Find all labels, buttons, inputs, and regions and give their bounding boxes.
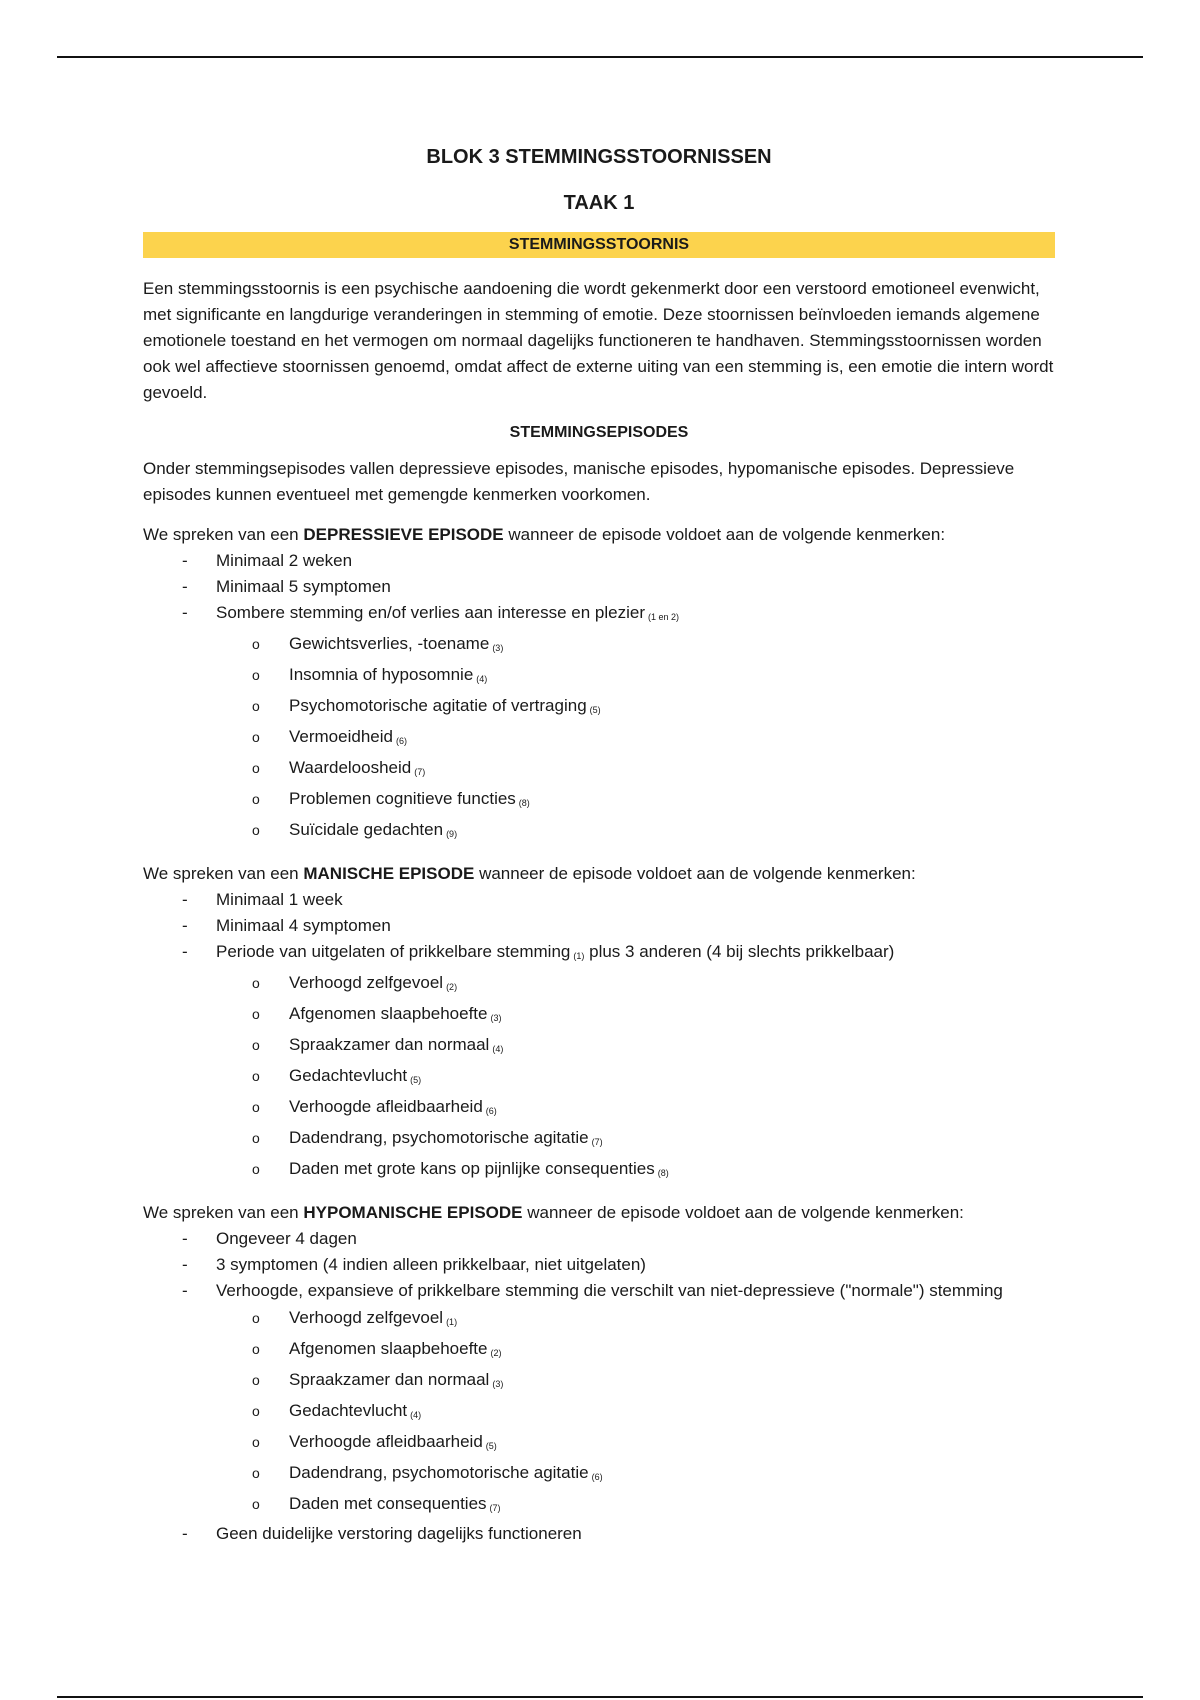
list-item: - Periode van uitgelaten of prikkelbare stemming $_{(1)}$ plus 3 anderen (4 bij slechts prikkelbaar) o Verhoogd zelfgevoel $_{(2)}$ o Afgenomen slaapbehoefte $_{(3)}$ o Spraakzamer dan normaal $_{(4)}$ o Gedachtevlucht $_{(5)}$ o Verhoogde afleidbaarheid $_{(6)}$ o Dadendrang, psychomotorische agitatie $_{(7)}$ o Daden met grote kans op pijnlijke consequenties $_{(8)}$ xyxy=(143,939,1055,1186)
manic-intro: We spreken van een MANISCHE EPISODE wanneer de episode voldoet aan de volgende kenmerken: xyxy=(143,864,916,883)
document-body xyxy=(143,142,1055,1547)
list-item: o Suïcidale gedachten $_{(9)}$ xyxy=(143,817,1055,847)
depressive-name: DEPRESSIEVE EPISODE xyxy=(303,525,504,544)
list-item: o Spraakzamer dan normaal $_{(4)}$ xyxy=(143,1032,1055,1062)
list-item: o Verhoogde afleidbaarheid $_{(5)}$ xyxy=(143,1429,1055,1459)
intro-paragraph: Een stemmingsstoornis is een psychische aandoening die wordt gekenmerkt door een verstoord emotioneel evenwicht, met significante en langdurige veranderingen in stemming of emotie. Deze stoornissen beïnvloeden iemands algemene emotionele toestand en het vermogen om normaal dagelijks functioneren te handhaven. Stemmingsstoornissen worden ook wel affectieve stoornissen genoemd, omdat affect de externe uiting van een stemming is, een emotie die intern wordt gevoeld. xyxy=(143,279,1054,402)
list-item: - Minimaal 2 weken xyxy=(143,548,1055,574)
list-item: o Gewichtsverlies, -toename $_{(3)}$ xyxy=(143,631,1055,661)
header-rule xyxy=(57,56,1143,58)
hypomanic-criteria xyxy=(143,1226,1055,1547)
list-item: - 3 symptomen (4 indien alleen prikkelbaar, niet uitgelaten) xyxy=(143,1252,1055,1278)
list-item: - Verhoogde, expansieve of prikkelbare stemming die verschilt van niet-depressieve ("normale") stemming o Verhoogd zelfgevoel $_{(1)}$ o Afgenomen slaapbehoefte $_{(2)}$ o Spraakzamer dan normaal $_{(3)}$ o Gedachtevlucht $_{(4)}$ o Verhoogde afleidbaarheid $_{(5)}$ o Dadendrang, psychomotorische agitatie $_{(6)}$ o Daden met consequenties $_{(7)}$ xyxy=(143,1278,1055,1521)
depressive-intro: We spreken van een DEPRESSIEVE EPISODE wanneer de episode voldoet aan de volgende kenmerken: xyxy=(143,525,946,544)
hypomanic-symptoms xyxy=(216,1305,1055,1521)
list-item: o Verhoogd zelfgevoel $_{(1)}$ xyxy=(143,1305,1055,1335)
list-item: o Verhoogd zelfgevoel $_{(2)}$ xyxy=(143,970,1055,1000)
list-item: o Verhoogde afleidbaarheid $_{(6)}$ xyxy=(143,1094,1055,1124)
list-item: o Afgenomen slaapbehoefte $_{(2)}$ xyxy=(143,1336,1055,1366)
section-band-heading: STEMMINGSSTOORNIS xyxy=(143,232,1055,258)
manic-criteria xyxy=(143,887,1055,1186)
manic-symptoms xyxy=(216,970,1055,1186)
list-item: o Vermoeidheid $_{(6)}$ xyxy=(143,724,1055,754)
list-item: o Problemen cognitieve functies $_{(8)}$ xyxy=(143,786,1055,816)
list-item: o Psychomotorische agitatie of vertraging $_{(5)}$ xyxy=(143,693,1055,723)
list-item: o Dadendrang, psychomotorische agitatie $_{(6)}$ xyxy=(143,1460,1055,1490)
manic-name: MANISCHE EPISODE xyxy=(303,864,475,883)
depressive-symptoms xyxy=(216,631,1055,847)
list-item: o Daden met consequenties $_{(7)}$ xyxy=(143,1491,1055,1521)
list-item: o Gedachtevlucht $_{(5)}$ xyxy=(143,1063,1055,1093)
list-item: o Waardeloosheid $_{(7)}$ xyxy=(143,755,1055,785)
hypomanic-intro: We spreken van een HYPOMANISCHE EPISODE wanneer de episode voldoet aan de volgende kenmerken: xyxy=(143,1203,964,1222)
document-subtitle: TAAK 1 xyxy=(563,192,635,214)
list-item: - Geen duidelijke verstoring dagelijks functioneren xyxy=(143,1521,1055,1547)
list-item: o Daden met grote kans op pijnlijke consequenties $_{(8)}$ xyxy=(143,1156,1055,1186)
list-item: o Dadendrang, psychomotorische agitatie $_{(7)}$ xyxy=(143,1125,1055,1155)
hypomanic-name: HYPOMANISCHE EPISODE xyxy=(303,1203,523,1222)
list-item: - Minimaal 4 symptomen xyxy=(143,913,1055,939)
list-item: - Minimaal 5 symptomen xyxy=(143,574,1055,600)
list-item: o Afgenomen slaapbehoefte $_{(3)}$ xyxy=(143,1001,1055,1031)
list-item: o Spraakzamer dan normaal $_{(3)}$ xyxy=(143,1367,1055,1397)
list-item: - Sombere stemming en/of verlies aan interesse en plezier $_{(1 en 2)}$ o Gewichtsverlies, -toename $_{(3)}$ o Insomnia of hyposomnie $_{(4)}$ o Psychomotorische agitatie of vertraging $_{(5)}$ o Vermoeidheid $_{(6)}$ o Waardeloosheid $_{(7)}$ o Problemen cognitieve functies $_{(8)}$ o Suïcidale gedachten $_{(9)}$ xyxy=(143,600,1055,847)
list-item: o Gedachtevlucht $_{(4)}$ xyxy=(143,1398,1055,1428)
footer-rule xyxy=(57,1696,1143,1698)
depressive-criteria xyxy=(143,548,1055,847)
list-item: o Insomnia of hyposomnie $_{(4)}$ xyxy=(143,662,1055,692)
list-item: - Minimaal 1 week xyxy=(143,887,1055,913)
episodes-heading: STEMMINGSEPISODES xyxy=(509,424,689,441)
episodes-intro: Onder stemmingsepisodes vallen depressieve episodes, manische episodes, hypomanische episodes. Depressieve episodes kunnen eventueel met gemengde kenmerken voorkomen. xyxy=(143,459,1015,504)
list-item: - Ongeveer 4 dagen xyxy=(143,1226,1055,1252)
document-title: BLOK 3 STEMMINGSSTOORNISSEN xyxy=(426,146,772,168)
